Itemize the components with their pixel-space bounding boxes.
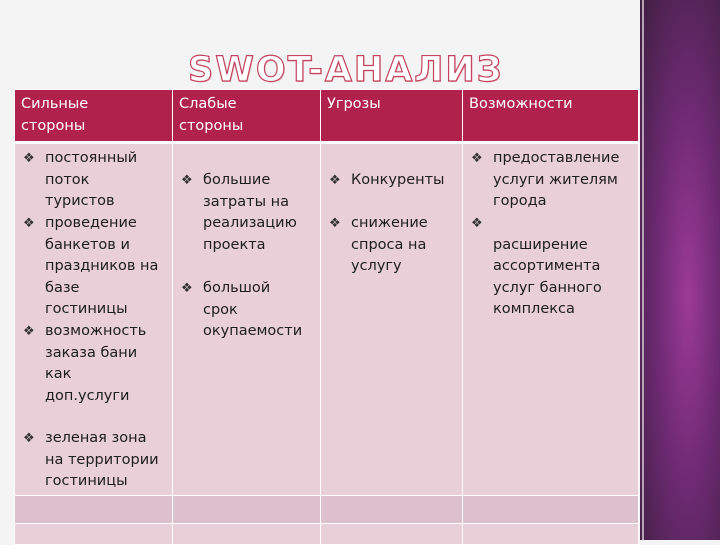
empty-cell bbox=[173, 496, 321, 524]
strengths-cell: ❖ постоянный поток туристов ❖ проведение банкетов и праздников на базе гостиницы ❖ возможность заказа бани как доп.услуги ❖ зеленая зона на территории гостиницы bbox=[15, 143, 173, 496]
weaknesses-cell: ❖ большие затраты на реализацию проекта ❖ большой срок окупаемости bbox=[173, 143, 321, 496]
opportunities-cell: ❖ предоставление услуги жителям города ❖ расширение ассортимента услуг банного комплекса bbox=[463, 143, 639, 496]
bullet-icon: ❖ bbox=[471, 151, 483, 166]
empty-cell bbox=[463, 496, 639, 524]
bullet-icon: ❖ bbox=[471, 216, 483, 231]
bullet-icon: ❖ bbox=[23, 216, 35, 231]
threats-cell: ❖ Конкуренты ❖ снижение спроса на услугу bbox=[321, 143, 463, 496]
bullet-icon: ❖ bbox=[181, 281, 193, 296]
content-row bbox=[15, 143, 639, 496]
header-threats: Угрозы bbox=[321, 90, 463, 143]
decorative-side-panel bbox=[640, 0, 720, 540]
header-strengths: Сильные стороны bbox=[15, 90, 173, 143]
page-title: SWOT-АНАЛИЗ bbox=[188, 50, 504, 90]
header-row bbox=[15, 90, 639, 143]
swot-table bbox=[14, 89, 639, 545]
empty-cell bbox=[321, 524, 463, 545]
bullet-icon: ❖ bbox=[181, 173, 193, 188]
empty-cell bbox=[15, 524, 173, 545]
empty-cell bbox=[463, 524, 639, 545]
empty-row bbox=[15, 524, 639, 545]
empty-row bbox=[15, 496, 639, 524]
bullet-icon: ❖ bbox=[23, 151, 35, 166]
header-weaknesses: Слабые стороны bbox=[173, 90, 321, 143]
header-opportunities: Возможности bbox=[463, 90, 639, 143]
empty-cell bbox=[321, 496, 463, 524]
bullet-icon: ❖ bbox=[329, 173, 341, 188]
bullet-icon: ❖ bbox=[23, 324, 35, 339]
bullet-icon: ❖ bbox=[329, 216, 341, 231]
side-divider-line bbox=[642, 0, 644, 540]
empty-cell bbox=[15, 496, 173, 524]
empty-cell bbox=[173, 524, 321, 545]
bullet-icon: ❖ bbox=[23, 431, 35, 446]
